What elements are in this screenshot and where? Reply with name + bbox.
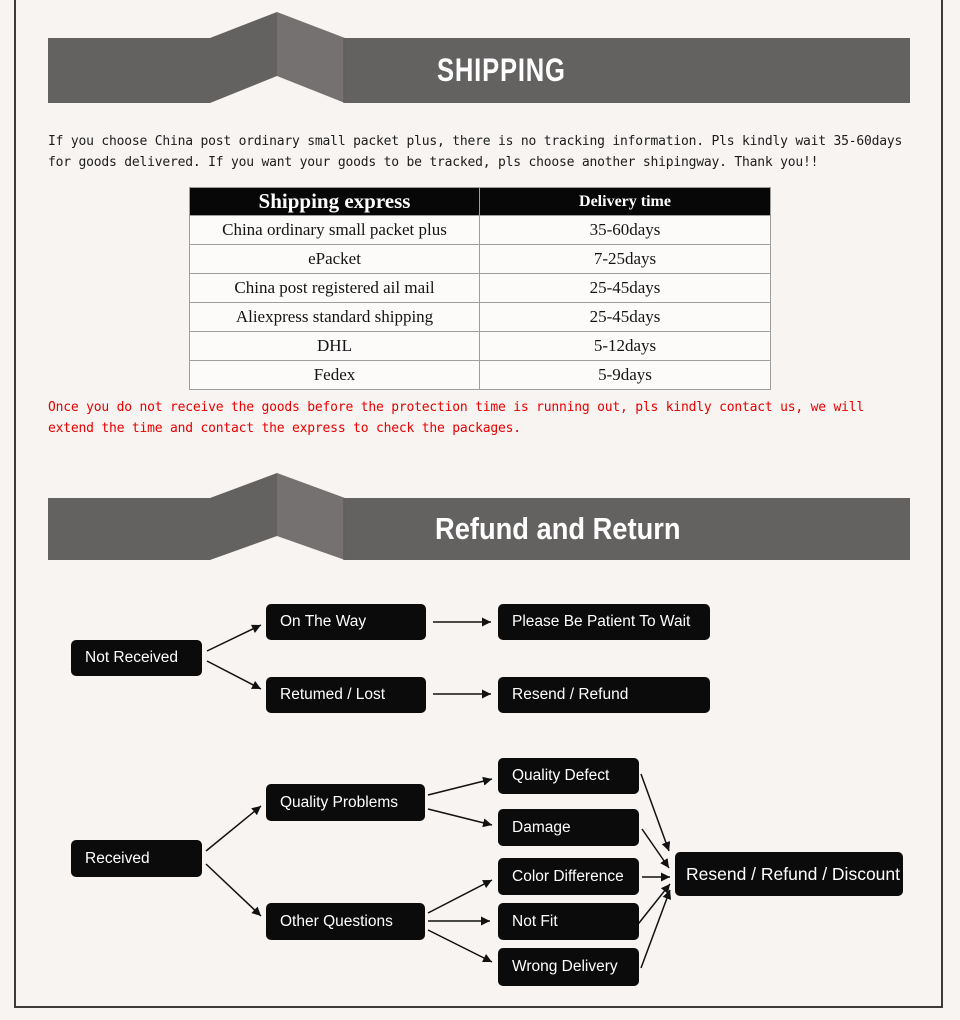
ribbon-fold-segment bbox=[277, 473, 345, 560]
cell-express: ePacket bbox=[190, 245, 480, 274]
flow-box-on-the-way: On The Way bbox=[266, 604, 426, 640]
arrow-other-wrongdelivery bbox=[428, 930, 492, 962]
flow-box-not-fit: Not Fit bbox=[498, 903, 639, 940]
ribbon-left-segment bbox=[48, 473, 277, 560]
arrow-defect-resolution bbox=[641, 774, 669, 851]
shipping-express-table bbox=[189, 187, 771, 390]
cell-delivery: 5-12days bbox=[480, 332, 771, 361]
cell-delivery: 7-25days bbox=[480, 245, 771, 274]
arrow-other-colordiff bbox=[428, 880, 492, 913]
arrow-notreceived-returned bbox=[207, 661, 261, 689]
table-row bbox=[190, 361, 771, 390]
intro-line-2: for goods delivered. If you want your goods to be tracked, pls choose another shipingway. Thank you!! bbox=[48, 155, 819, 170]
cell-express: China post registered ail mail bbox=[190, 274, 480, 303]
ribbon-right-segment bbox=[345, 38, 910, 103]
cell-delivery: 35-60days bbox=[480, 216, 771, 245]
flow-box-other-questions: Other Questions bbox=[266, 903, 425, 940]
shipping-intro-text bbox=[48, 131, 902, 173]
cell-express: DHL bbox=[190, 332, 480, 361]
cell-delivery: 25-45days bbox=[480, 303, 771, 332]
shipping-banner-title: SHIPPING bbox=[437, 52, 566, 88]
cell-express: China ordinary small packet plus bbox=[190, 216, 480, 245]
intro-line-1: If you choose China post ordinary small packet plus, there is no tracking information. Pls kindly wait 35-60days bbox=[48, 134, 903, 149]
cell-express: Fedex bbox=[190, 361, 480, 390]
refund-banner-title: Refund and Return bbox=[435, 511, 681, 546]
ribbon-crease bbox=[343, 38, 346, 103]
cell-delivery: 5-9days bbox=[480, 361, 771, 390]
arrow-received-other bbox=[206, 864, 261, 916]
header-delivery-time: Delivery time bbox=[480, 188, 771, 216]
flow-box-not-received: Not Received bbox=[71, 640, 202, 676]
table-row bbox=[190, 303, 771, 332]
flow-box-returned-lost: Retumed / Lost bbox=[266, 677, 426, 713]
flow-box-damage: Damage bbox=[498, 809, 639, 846]
ribbon-fold-segment bbox=[277, 12, 345, 103]
notice-line-2: extend the time and contact the express to check the packages. bbox=[48, 421, 521, 436]
protection-time-notice bbox=[48, 397, 864, 439]
flow-box-resolution: Resend / Refund / Discount bbox=[675, 852, 903, 896]
arrow-notreceived-ontheway bbox=[207, 625, 261, 651]
arrow-received-quality bbox=[206, 806, 261, 851]
cell-express: Aliexpress standard shipping bbox=[190, 303, 480, 332]
notice-line-1: Once you do not receive the goods before the protection time is running out, pls kindly contact us, we will bbox=[48, 400, 865, 415]
arrow-quality-damage bbox=[428, 809, 492, 825]
flow-box-quality-defect: Quality Defect bbox=[498, 758, 639, 794]
arrow-damage-resolution bbox=[642, 829, 669, 868]
flow-box-received: Received bbox=[71, 840, 202, 877]
ribbon-crease bbox=[343, 498, 346, 560]
table-row bbox=[190, 216, 771, 245]
flow-box-be-patient: Please Be Patient To Wait bbox=[498, 604, 710, 640]
table-row bbox=[190, 274, 771, 303]
arrow-quality-defect bbox=[428, 779, 492, 795]
ribbon-left-segment bbox=[48, 12, 277, 103]
table-row bbox=[190, 332, 771, 361]
cell-delivery: 25-45days bbox=[480, 274, 771, 303]
flow-box-resend-refund: Resend / Refund bbox=[498, 677, 710, 713]
flow-box-wrong-delivery: Wrong Delivery bbox=[498, 948, 639, 986]
table-row bbox=[190, 245, 771, 274]
flow-box-color-difference: Color Difference bbox=[498, 858, 639, 895]
header-shipping-express: Shipping express bbox=[190, 188, 480, 216]
table-header-row bbox=[190, 188, 771, 216]
flow-box-quality-problems: Quality Problems bbox=[266, 784, 425, 821]
